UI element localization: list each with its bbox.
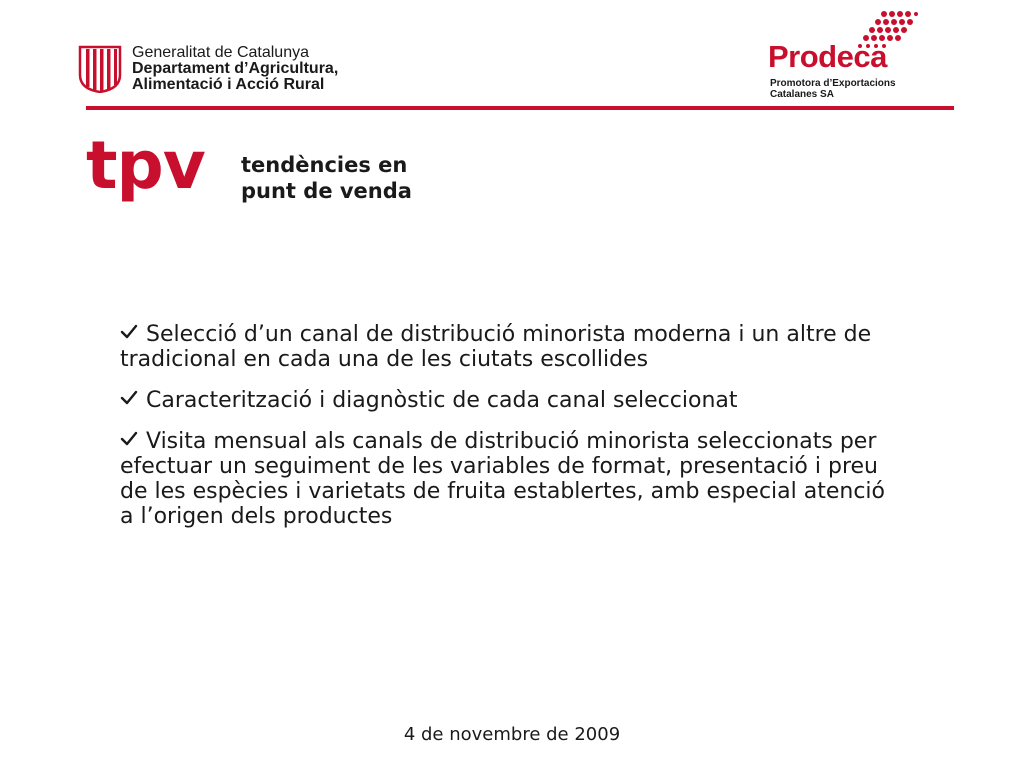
prodeca-logo [768, 10, 928, 100]
bullet-text: Visita mensual als canals de distribució minorista seleccionats per efectuar un seguiment de les variables de format, presentació i preu de les espècies i varietats de fruita establertes, amb especial atenció a l’origen dels productes [120, 429, 886, 529]
header-divider [86, 106, 954, 110]
bullet-text: Selecció d’un canal de distribució minorista moderna i un altre de tradicional en cada una de les ciutats escollides [120, 322, 872, 372]
department-name-line1: Departament d’Agricultura, [132, 60, 339, 77]
bullet-item [120, 322, 900, 372]
footer-date: 4 de novembre de 2009 [403, 724, 621, 745]
slide-subtitle [241, 152, 412, 204]
prodeca-subtitle-line1: Promotora d’Exportacions [770, 78, 896, 89]
bullet-item [120, 388, 900, 413]
catalan-stripes-emblem-icon [78, 45, 122, 93]
prodeca-subtitle-line2: Catalanes SA [770, 89, 834, 100]
generalitat-text [132, 45, 338, 93]
slide-subtitle-line1: tendències en [241, 153, 408, 177]
checkmark-icon [120, 322, 140, 347]
generalitat-logo [78, 44, 378, 96]
bullet-item [120, 429, 900, 529]
checkmark-icon [120, 388, 140, 413]
slide-title: tpv [86, 127, 205, 204]
slide-subtitle-line2: punt de venda [241, 179, 412, 203]
checkmark-icon [120, 429, 140, 454]
bullet-text: Caracterització i diagnòstic de cada canal seleccionat [146, 388, 738, 413]
bullet-list [120, 322, 900, 545]
generalitat-name: Generalitat de Catalunya [132, 44, 309, 61]
prodeca-name: Prodeca [768, 39, 887, 74]
prodeca-subtitle [770, 78, 896, 100]
department-name-line2: Alimentació i Acció Rural [132, 76, 325, 93]
